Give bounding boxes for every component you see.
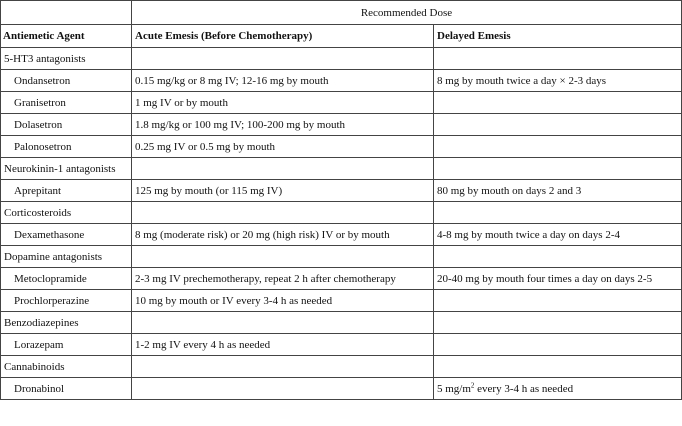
delayed-dose-cell bbox=[434, 202, 682, 224]
category-name-cell: Neurokinin-1 antagonists bbox=[1, 158, 132, 180]
table-row bbox=[1, 70, 682, 92]
super-header-row bbox=[1, 1, 682, 25]
header-antiemetic-agent: Antiemetic Agent bbox=[1, 25, 132, 48]
table-row bbox=[1, 180, 682, 202]
category-row bbox=[1, 356, 682, 378]
table-row bbox=[1, 114, 682, 136]
acute-dose-cell bbox=[132, 158, 434, 180]
recommended-dose-header: Recommended Dose bbox=[132, 1, 682, 25]
acute-dose-cell: 8 mg (moderate risk) or 20 mg (high risk) IV or by mouth bbox=[132, 224, 434, 246]
agent-name-cell: Aprepitant bbox=[1, 180, 132, 202]
agent-name-cell: Metoclopramide bbox=[1, 268, 132, 290]
acute-dose-cell: 0.25 mg IV or 0.5 mg by mouth bbox=[132, 136, 434, 158]
table-row bbox=[1, 136, 682, 158]
acute-dose-cell bbox=[132, 356, 434, 378]
category-row bbox=[1, 48, 682, 70]
acute-dose-cell: 1 mg IV or by mouth bbox=[132, 92, 434, 114]
delayed-dose-cell bbox=[434, 158, 682, 180]
acute-dose-cell: 2-3 mg IV prechemotherapy, repeat 2 h after chemotherapy bbox=[132, 268, 434, 290]
column-header-row bbox=[1, 25, 682, 48]
delayed-dose-cell bbox=[434, 290, 682, 312]
delayed-dose-cell bbox=[434, 92, 682, 114]
header-delayed-emesis: Delayed Emesis bbox=[434, 25, 682, 48]
category-row bbox=[1, 246, 682, 268]
table-row bbox=[1, 224, 682, 246]
delayed-dose-cell bbox=[434, 312, 682, 334]
acute-dose-cell: 125 mg by mouth (or 115 mg IV) bbox=[132, 180, 434, 202]
acute-dose-cell: 1.8 mg/kg or 100 mg IV; 100-200 mg by mouth bbox=[132, 114, 434, 136]
agent-name-cell: Palonosetron bbox=[1, 136, 132, 158]
category-row bbox=[1, 312, 682, 334]
table-row bbox=[1, 334, 682, 356]
category-name-cell: Benzodiazepines bbox=[1, 312, 132, 334]
acute-dose-cell bbox=[132, 246, 434, 268]
delayed-dose-cell: 80 mg by mouth on days 2 and 3 bbox=[434, 180, 682, 202]
table-row bbox=[1, 92, 682, 114]
delayed-dose-cell: 4-8 mg by mouth twice a day on days 2-4 bbox=[434, 224, 682, 246]
acute-dose-cell bbox=[132, 202, 434, 224]
delayed-dose-cell bbox=[434, 334, 682, 356]
acute-dose-cell bbox=[132, 378, 434, 400]
acute-dose-cell: 10 mg by mouth or IV every 3-4 h as needed bbox=[132, 290, 434, 312]
agent-name-cell: Dolasetron bbox=[1, 114, 132, 136]
category-name-cell: 5-HT3 antagonists bbox=[1, 48, 132, 70]
table-row bbox=[1, 268, 682, 290]
delayed-dose-cell bbox=[434, 356, 682, 378]
delayed-dose-cell bbox=[434, 48, 682, 70]
delayed-dose-cell bbox=[434, 136, 682, 158]
category-row bbox=[1, 158, 682, 180]
agent-name-cell: Prochlorperazine bbox=[1, 290, 132, 312]
category-name-cell: Dopamine antagonists bbox=[1, 246, 132, 268]
agent-name-cell: Lorazepam bbox=[1, 334, 132, 356]
agent-name-cell: Ondansetron bbox=[1, 70, 132, 92]
delayed-dose-cell bbox=[434, 378, 682, 400]
super-header-blank-cell bbox=[1, 1, 132, 25]
category-name-cell: Corticosteroids bbox=[1, 202, 132, 224]
delayed-dose-cell: 20-40 mg by mouth four times a day on days 2-5 bbox=[434, 268, 682, 290]
superscript: 2 bbox=[470, 380, 475, 389]
acute-dose-cell: 1-2 mg IV every 4 h as needed bbox=[132, 334, 434, 356]
delayed-dose-cell bbox=[434, 114, 682, 136]
table-row bbox=[1, 378, 682, 400]
delayed-dose-cell bbox=[434, 246, 682, 268]
delayed-dose-cell: 8 mg by mouth twice a day × 2-3 days bbox=[434, 70, 682, 92]
delayed-dose-text: 5 mg/m bbox=[437, 382, 471, 395]
category-name-cell: Cannabinoids bbox=[1, 356, 132, 378]
table-row bbox=[1, 290, 682, 312]
table-body bbox=[1, 48, 682, 400]
acute-dose-cell bbox=[132, 312, 434, 334]
agent-name-cell: Dexamethasone bbox=[1, 224, 132, 246]
header-acute-emesis: Acute Emesis (Before Chemotherapy) bbox=[132, 25, 434, 48]
acute-dose-cell bbox=[132, 48, 434, 70]
acute-dose-cell: 0.15 mg/kg or 8 mg IV; 12-16 mg by mouth bbox=[132, 70, 434, 92]
category-row bbox=[1, 202, 682, 224]
delayed-dose-text: every 3-4 h as needed bbox=[474, 382, 574, 395]
agent-name-cell: Granisetron bbox=[1, 92, 132, 114]
agent-name-cell: Dronabinol bbox=[1, 378, 132, 400]
